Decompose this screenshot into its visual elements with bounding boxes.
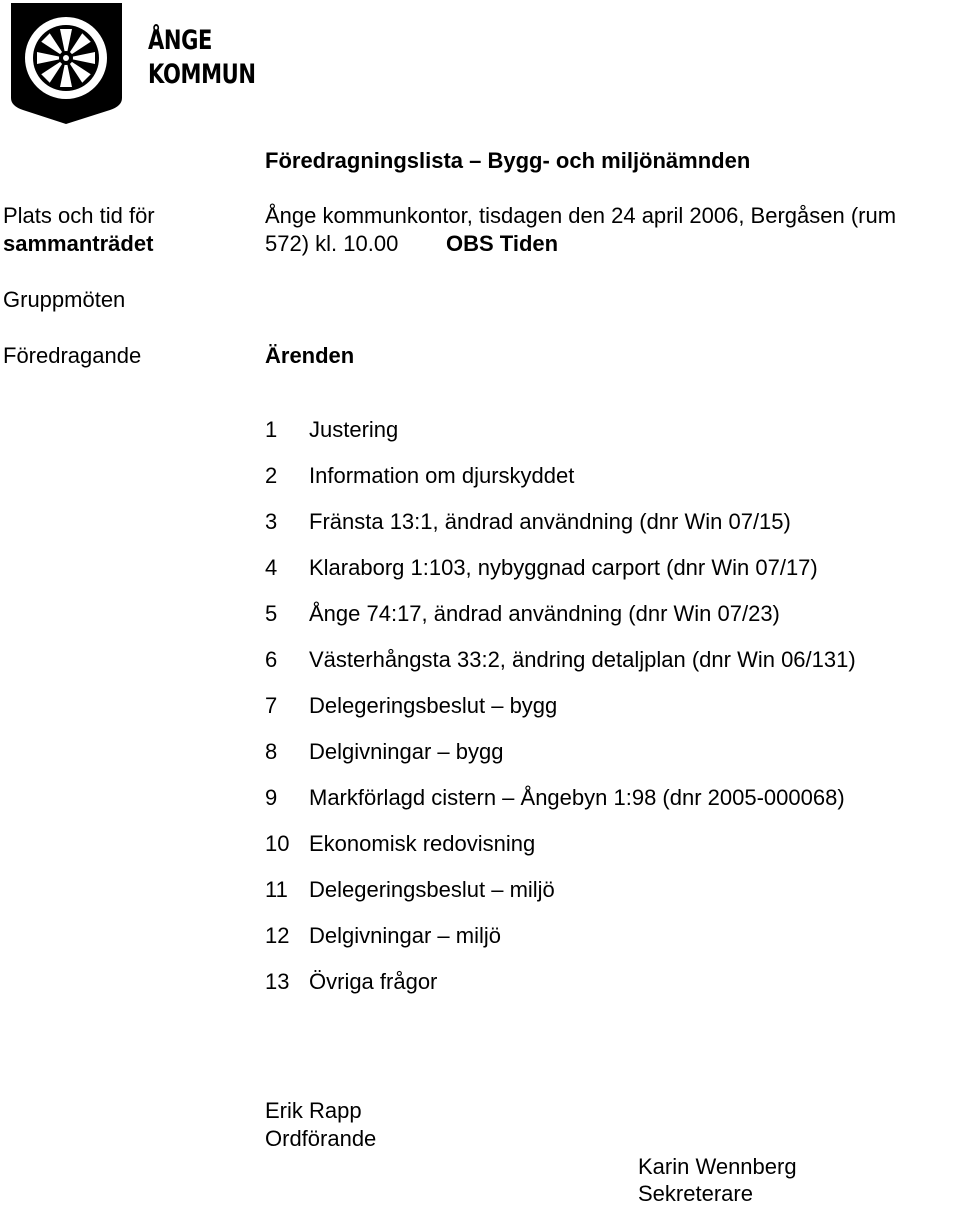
presenter-label: Föredragande <box>3 343 142 368</box>
agenda-item-text: Markförlagd cistern – Ångebyn 1:98 (dnr 2005-000068) <box>309 785 845 810</box>
place-time-label-line-1: Plats och tid för <box>3 203 155 228</box>
secretary-role: Sekreterare <box>638 1181 753 1206</box>
agenda-item <box>265 692 557 720</box>
agenda-item-text: Ånge 74:17, ändrad användning (dnr Win 07/23) <box>309 601 780 626</box>
agenda-item <box>265 646 856 674</box>
agenda-item-number: 9 <box>265 785 278 810</box>
agenda-item-number: 4 <box>265 555 278 580</box>
agenda-item <box>265 738 503 766</box>
logo-line-2: KOMMUN <box>148 59 256 90</box>
agenda-item-number: 12 <box>265 923 290 948</box>
agenda-item-number: 5 <box>265 601 278 626</box>
agenda-item <box>265 600 780 628</box>
agenda-item-number: 8 <box>265 739 278 764</box>
agenda-item-number: 2 <box>265 463 278 488</box>
agenda-item <box>265 554 818 582</box>
agenda-item-text: Delgivningar – miljö <box>309 923 501 948</box>
agenda-item-text: Information om djurskyddet <box>309 463 575 488</box>
agenda-item-number: 13 <box>265 969 290 994</box>
agenda-item-text: Justering <box>309 417 399 442</box>
matters-label: Ärenden <box>265 343 355 368</box>
place-time-value-line-1: Ånge kommunkontor, tisdagen den 24 april 2006, Bergåsen (rum <box>265 203 897 228</box>
agenda-item-text: Fränsta 13:1, ändrad användning (dnr Win 07/15) <box>309 509 791 534</box>
agenda-item-text: Delegeringsbeslut – miljö <box>309 877 555 902</box>
agenda-item-number: 6 <box>265 647 278 672</box>
agenda-item <box>265 462 574 490</box>
agenda-item-number: 7 <box>265 693 278 718</box>
agenda-item-text: Klaraborg 1:103, nybyggnad carport (dnr Win 07/17) <box>309 555 818 580</box>
agenda-item-number: 3 <box>265 509 278 534</box>
agenda-item <box>265 508 791 536</box>
logo-line-1: ÅNGE <box>148 25 213 56</box>
agenda-item-text: Ekonomisk redovisning <box>309 831 536 856</box>
agenda-item <box>265 784 845 812</box>
agenda-item <box>265 922 501 950</box>
agenda-item-text: Delgivningar – bygg <box>309 739 504 764</box>
secretary-name: Karin Wennberg <box>638 1154 797 1179</box>
agenda-item <box>265 416 398 444</box>
group-meetings-label: Gruppmöten <box>3 287 126 312</box>
agenda-item-text: Västerhångsta 33:2, ändring detaljplan (dnr Win 06/131) <box>309 647 856 672</box>
agenda-item-number: 11 <box>265 877 288 902</box>
place-time-note: OBS Tiden <box>446 231 559 256</box>
agenda-item-number: 1 <box>265 417 278 442</box>
chair-name: Erik Rapp <box>265 1098 362 1123</box>
agenda-item-text: Delegeringsbeslut – bygg <box>309 693 558 718</box>
chair-role: Ordförande <box>265 1126 377 1151</box>
logo-wordmark <box>148 24 256 92</box>
wheel-emblem-icon <box>10 2 123 126</box>
agenda-item-number: 10 <box>265 831 290 856</box>
agenda-item <box>265 830 535 858</box>
page-title: Föredragningslista – Bygg- och miljönämnden <box>265 148 751 173</box>
agenda-item-text: Övriga frågor <box>309 969 438 994</box>
place-time-value-line-2: 572) kl. 10.00 <box>265 231 399 256</box>
agenda-item <box>265 968 437 996</box>
place-time-label-line-2: sammanträdet <box>3 231 154 256</box>
agenda-item <box>265 876 555 904</box>
